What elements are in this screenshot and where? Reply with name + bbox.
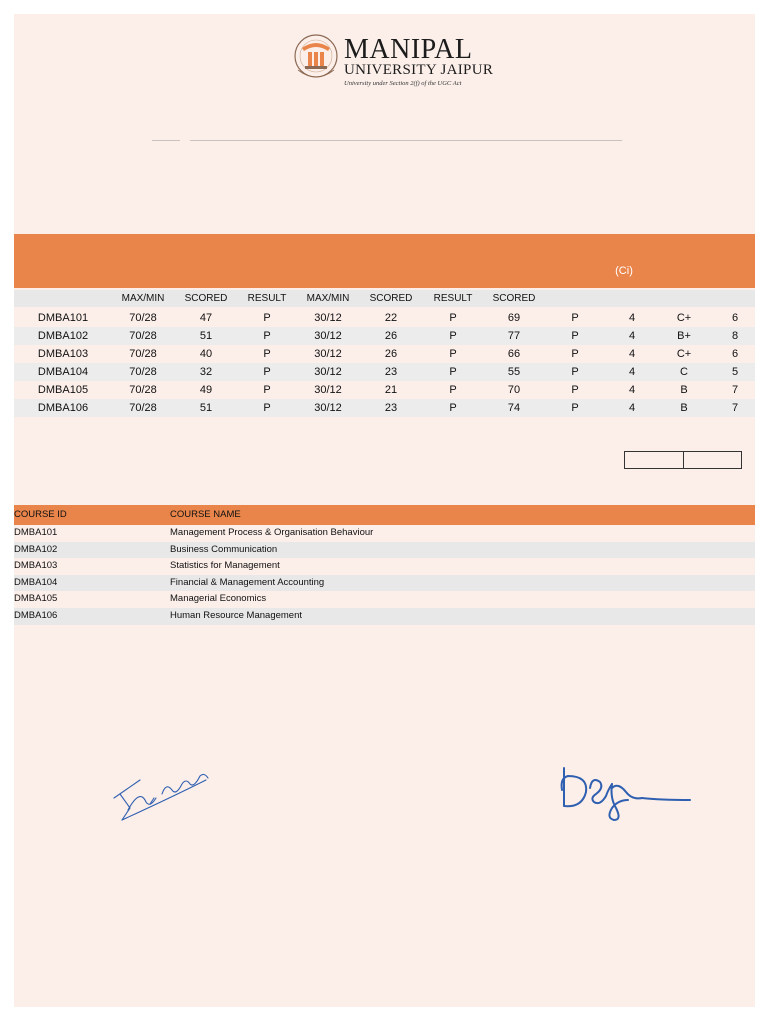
faint-rule xyxy=(190,140,622,141)
signature-right xyxy=(556,762,696,824)
max-min-2: 30/12 xyxy=(314,348,342,360)
list-item xyxy=(14,575,755,592)
summary-box-right xyxy=(683,451,742,469)
max-min-1: 70/28 xyxy=(129,366,157,378)
marks-subheader-row xyxy=(14,290,755,307)
course-header-row xyxy=(14,505,755,525)
grade-points: 6 xyxy=(731,348,739,360)
credits-header-label: (Ci) xyxy=(615,265,633,277)
grade-sheet xyxy=(14,14,755,1007)
result-1: P xyxy=(263,402,271,414)
total-scored: 55 xyxy=(507,366,521,378)
course-name: Statistics for Management xyxy=(170,560,280,572)
max-min-2: 30/12 xyxy=(314,312,342,324)
header-result: RESULT xyxy=(433,293,473,304)
result-1: P xyxy=(263,366,271,378)
result-2: P xyxy=(449,402,457,414)
list-item xyxy=(14,525,755,542)
final-result: P xyxy=(571,384,579,396)
list-item xyxy=(14,591,755,608)
final-result: P xyxy=(571,366,579,378)
grade-points: 6 xyxy=(731,312,739,324)
table-row xyxy=(14,345,755,363)
scored-1: 51 xyxy=(199,402,213,414)
result-2: P xyxy=(449,384,457,396)
result-2: P xyxy=(449,330,457,342)
max-min-1: 70/28 xyxy=(129,402,157,414)
grade-points: 7 xyxy=(731,384,739,396)
list-item xyxy=(14,558,755,575)
result-1: P xyxy=(263,330,271,342)
grade-points: 5 xyxy=(731,366,739,378)
scored-1: 47 xyxy=(199,312,213,324)
table-row xyxy=(14,309,755,327)
max-min-1: 70/28 xyxy=(129,330,157,342)
max-min-2: 30/12 xyxy=(314,384,342,396)
result-2: P xyxy=(449,348,457,360)
course-code: DMBA104 xyxy=(37,366,89,378)
scored-2: 23 xyxy=(384,402,398,414)
table-row xyxy=(14,399,755,417)
grade: C+ xyxy=(676,348,692,360)
course-id: DMBA102 xyxy=(14,543,58,555)
result-2: P xyxy=(449,366,457,378)
scored-1: 32 xyxy=(199,366,213,378)
credits: 4 xyxy=(628,312,636,324)
manipal-emblem-icon xyxy=(292,32,342,88)
max-min-1: 70/28 xyxy=(129,312,157,324)
scored-2: 26 xyxy=(384,348,398,360)
course-id: DMBA105 xyxy=(14,593,58,605)
final-result: P xyxy=(571,402,579,414)
faint-rule xyxy=(152,140,180,141)
header-scored: SCORED xyxy=(184,293,228,304)
course-id: DMBA103 xyxy=(14,560,58,572)
scored-1: 40 xyxy=(199,348,213,360)
max-min-2: 30/12 xyxy=(314,330,342,342)
final-result: P xyxy=(571,348,579,360)
credits: 4 xyxy=(628,366,636,378)
course-name: Managerial Economics xyxy=(170,593,267,605)
header-course-name: COURSE NAME xyxy=(170,509,241,520)
course-id: DMBA104 xyxy=(14,576,58,588)
scored-2: 26 xyxy=(384,330,398,342)
grade-points: 8 xyxy=(731,330,739,342)
grade: C+ xyxy=(676,312,692,324)
scored-1: 49 xyxy=(199,384,213,396)
result-2: P xyxy=(449,312,457,324)
course-code: DMBA102 xyxy=(37,330,89,342)
course-code: DMBA106 xyxy=(37,402,89,414)
final-result: P xyxy=(571,330,579,342)
header-scored: SCORED xyxy=(369,293,413,304)
signature-left xyxy=(110,758,222,824)
max-min-2: 30/12 xyxy=(314,366,342,378)
result-1: P xyxy=(263,384,271,396)
scored-1: 51 xyxy=(199,330,213,342)
total-scored: 74 xyxy=(507,402,521,414)
result-1: P xyxy=(263,348,271,360)
university-logo xyxy=(292,32,492,92)
grade: C xyxy=(680,366,688,378)
total-scored: 77 xyxy=(507,330,521,342)
list-item xyxy=(14,608,755,625)
grade-points: 7 xyxy=(731,402,739,414)
marks-header-band xyxy=(14,234,755,288)
course-name: Business Communication xyxy=(170,543,278,555)
credits: 4 xyxy=(628,384,636,396)
logo-subtitle: UNIVERSITY JAIPUR xyxy=(344,62,494,78)
total-scored: 70 xyxy=(507,384,521,396)
course-id: DMBA101 xyxy=(14,527,58,538)
table-row xyxy=(14,363,755,381)
credits: 4 xyxy=(628,348,636,360)
grade: B xyxy=(680,384,688,396)
logo-title: MANIPAL xyxy=(344,34,473,65)
table-row xyxy=(14,381,755,399)
max-min-1: 70/28 xyxy=(129,348,157,360)
header-result: RESULT xyxy=(247,293,287,304)
course-name: Financial & Management Accounting xyxy=(170,576,325,588)
grade: B xyxy=(680,402,688,414)
max-min-1: 70/28 xyxy=(129,384,157,396)
max-min-2: 30/12 xyxy=(314,402,342,414)
course-name: Management Process & Organisation Behaviour xyxy=(170,527,374,538)
scored-2: 23 xyxy=(384,366,398,378)
total-scored: 69 xyxy=(507,312,521,324)
credits: 4 xyxy=(628,402,636,414)
course-code: DMBA103 xyxy=(37,348,89,360)
course-code: DMBA101 xyxy=(37,312,89,324)
header-max-min: MAX/MIN xyxy=(306,293,350,304)
result-1: P xyxy=(263,312,271,324)
header-course-id: COURSE ID xyxy=(14,509,67,520)
table-row xyxy=(14,327,755,345)
course-id: DMBA106 xyxy=(14,610,58,621)
course-name: Human Resource Management xyxy=(170,610,303,621)
course-code: DMBA105 xyxy=(37,384,89,396)
grade: B+ xyxy=(677,330,691,342)
scored-2: 22 xyxy=(384,312,398,324)
logo-tagline: University under Section 2(f) of the UGC Act xyxy=(344,80,462,87)
summary-box-left xyxy=(624,451,684,469)
header-scored: SCORED xyxy=(492,293,536,304)
header-max-min: MAX/MIN xyxy=(121,293,165,304)
scored-2: 21 xyxy=(384,384,398,396)
total-scored: 66 xyxy=(507,348,521,360)
final-result: P xyxy=(571,312,579,324)
list-item xyxy=(14,542,755,559)
credits: 4 xyxy=(628,330,636,342)
